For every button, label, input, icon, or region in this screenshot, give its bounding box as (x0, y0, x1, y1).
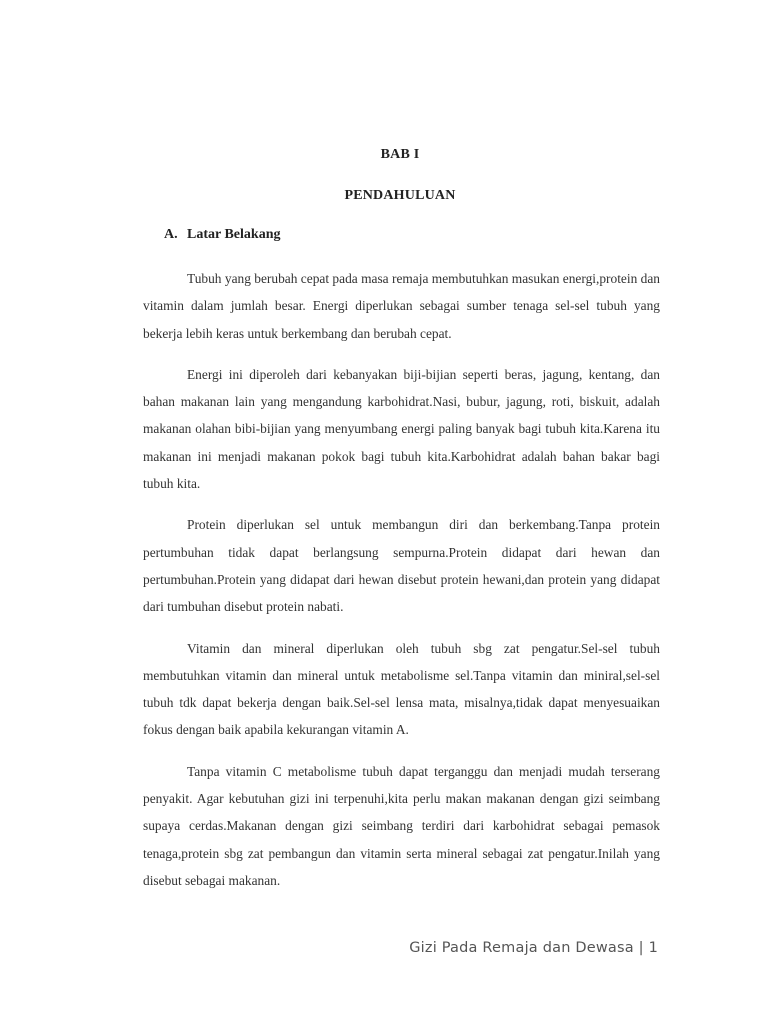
paragraph: Tanpa vitamin C metabolisme tubuh dapat terganggu dan menjadi mudah terserang penyakit. Agar kebutuhan gizi ini terpenuhi,kita perlu makan makanan dengan gizi seimbang supaya cerdas.Makanan dengan gizi seimbang terdiri dari karbohidrat sebagai pemasok tenaga,protein sbg zat pembangun dan vitamin serta mineral sebagai zat pengatur.Inilah yang disebut sebagai makanan. (143, 763, 660, 888)
chapter-number: BAB I (380, 147, 420, 162)
section-letter: A. (164, 227, 178, 242)
paragraph: Energi ini diperoleh dari kebanyakan biji-bijian seperti beras, jagung, kentang, dan bahan makanan lain yang mengandung karbohidrat.Nasi, bubur, jagung, roti, biskuit, adalah makanan olahan bibi-bijian yang menyumbang energi paling banyak bagi tubuh kita.Karena itu makanan ini menjadi makanan pokok bagi tubuh kita.Karbohidrat adalah bahan bakar bagi tubuh kita. (143, 366, 660, 492)
section-title: Latar Belakang (187, 227, 281, 242)
paragraph: Tubuh yang berubah cepat pada masa remaja membutuhkan masukan energi,protein dan vitamin dalam jumlah besar. Energi diperlukan sebagai sumber tenaga sel-sel tubuh yang bekerja lebih keras untuk berkembang dan berubah cepat. (143, 271, 660, 341)
paragraph: Vitamin dan mineral diperlukan oleh tubuh sbg zat pengatur.Sel-sel tubuh membutuhkan vitamin dan mineral untuk metabolisme sel.Tanpa vitamin dan miniral,sel-sel tubuh tdk dapat bekerja dengan baik.Sel-sel lensa mata, misalnya,tidak dapat menyesuaikan fokus dengan baik apabila kekurangan vitamin A. (143, 640, 660, 738)
chapter-title: PENDAHULUAN (344, 188, 456, 203)
body-content (143, 265, 660, 908)
paragraph: Protein diperlukan sel untuk membangun diri dan berkembang.Tanpa protein pertumbuhan tidak dapat berlangsung sempurna.Protein didapat dari hewan dan pertumbuhan.Protein yang didapat dari hewan disebut protein hewani,dan protein yang didapat dari tumbuhan disebut protein nabati. (143, 517, 660, 615)
page-footer: Gizi Pada Remaja dan Dewasa | 1 (409, 940, 658, 956)
section-heading (164, 227, 280, 243)
